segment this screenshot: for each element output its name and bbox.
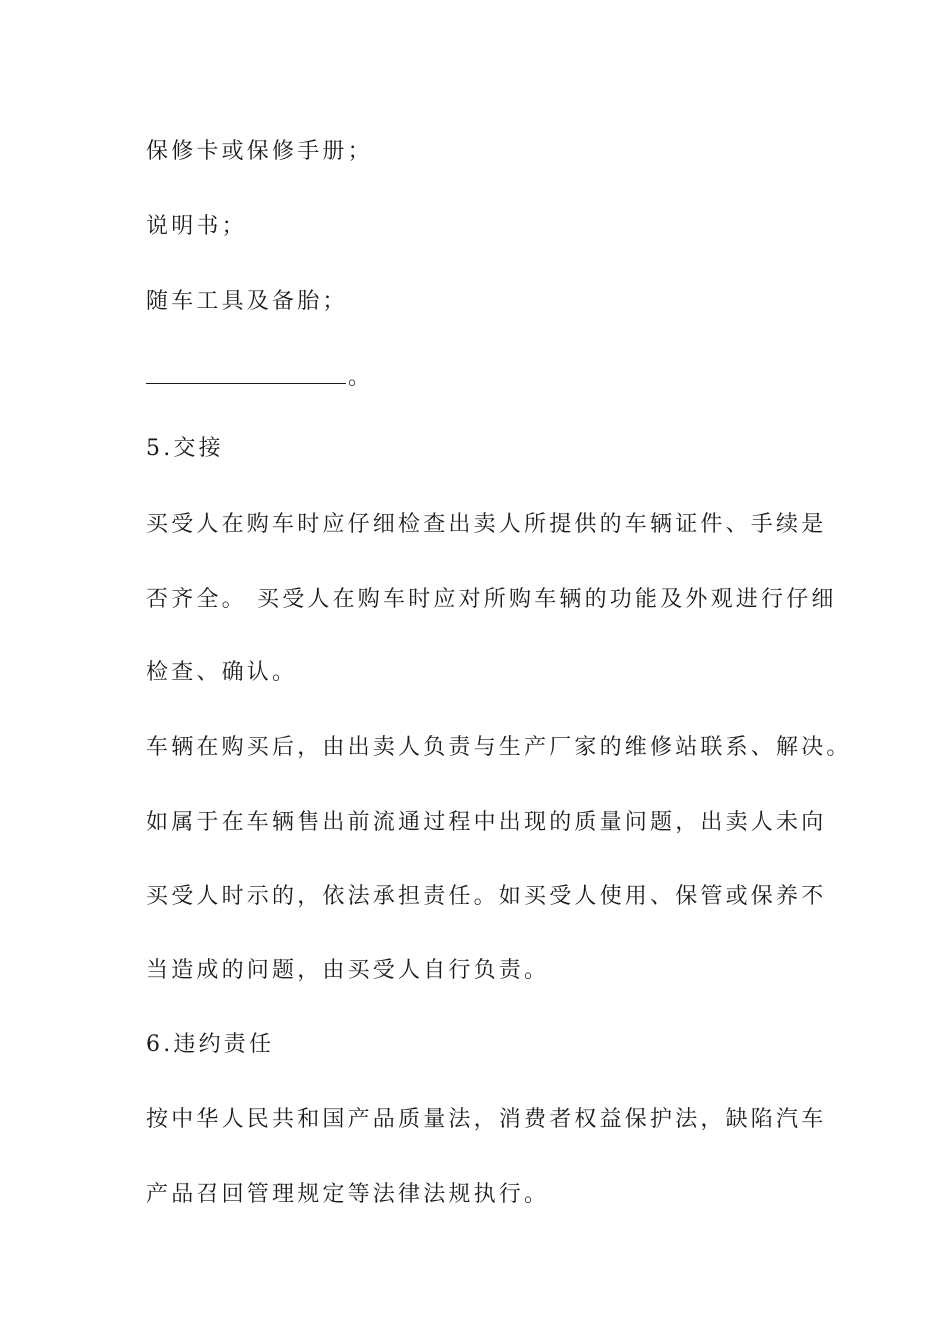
section-5-heading: 5.交接 <box>146 436 224 461</box>
section-6-para-1-line-1: 按中华人民共和国产品质量法，消费者权益保护法，缺陷汽车 <box>146 1107 827 1132</box>
blank-underline <box>146 363 346 384</box>
item-tools-spare-tire: 随车工具及备胎； <box>146 289 348 314</box>
section-5-para-1-line-3: 检查、确认。 <box>146 660 298 685</box>
item-blank-fill <box>146 363 370 393</box>
section-5-para-1-line-1: 买受人在购车时应仔细检查出卖人所提供的车辆证件、手续是 <box>146 512 827 537</box>
item-manual: 说明书； <box>146 214 247 239</box>
section-5-para-2-line-2: 如属于在车辆售出前流通过程中出现的质量问题，出卖人未向 <box>146 810 827 835</box>
section-5-para-2-line-3: 买受人时示的，依法承担责任。如买受人使用、保管或保养不 <box>146 884 827 909</box>
section-5-para-2-line-4: 当造成的问题，由买受人自行负责。 <box>146 958 550 983</box>
section-5-para-2-line-1: 车辆在购买后，由出卖人负责与生产厂家的维修站联系、解决。 <box>146 735 852 760</box>
section-5-para-1-line-2: 否齐全。 买受人在购车时应对所购车辆的功能及外观进行仔细 <box>146 587 837 612</box>
section-6-heading: 6.违约责任 <box>146 1032 275 1057</box>
item-warranty-card: 保修卡或保修手册； <box>146 139 373 164</box>
blank-end-punctuation: 。 <box>348 365 371 390</box>
section-6-para-1-line-2: 产品召回管理规定等法律法规执行。 <box>146 1182 550 1207</box>
